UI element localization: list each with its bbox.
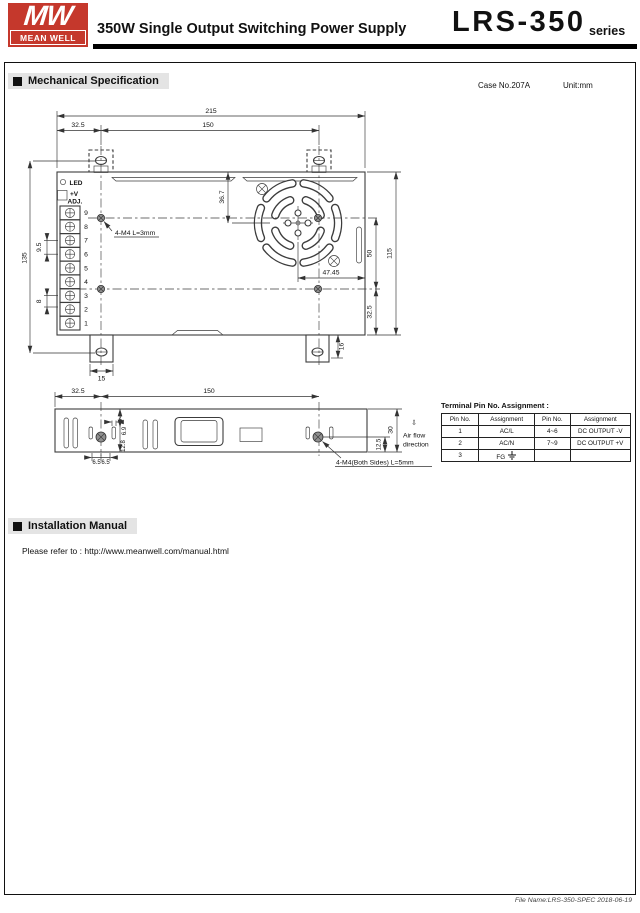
pin-number: 8: [84, 224, 88, 231]
pin-assignment: DC OUTPUT +V: [570, 438, 630, 450]
dim-tab-pitch: 150: [202, 122, 214, 129]
pin-number: 3: [84, 292, 88, 300]
dim-hole-bottom: 32.5: [366, 305, 374, 319]
side-screw-left: [96, 432, 106, 442]
dim-side-height: 30: [387, 426, 395, 434]
product-name: LRS-350: [452, 6, 586, 38]
dim-term-pitch-b: 8: [36, 299, 43, 304]
page-title: 350W Single Output Switching Power Supply: [97, 21, 407, 37]
pin-number: 4: [84, 279, 88, 287]
meanwell-logo: [8, 0, 88, 47]
pin-table-header: Pin No.: [442, 414, 479, 426]
dim-tab-height: 16: [338, 342, 346, 351]
dim-height: 135: [21, 252, 29, 264]
pin-assignment: AC/L: [479, 426, 535, 438]
dim-fan-top: 36.7: [219, 190, 226, 204]
section-title: Installation Manual: [28, 520, 128, 532]
fg-label: FG: [496, 453, 506, 461]
case-number: Case No.207A: [478, 81, 531, 90]
pin-table-header: Assignment: [570, 414, 630, 426]
pin-assignment: DC OUTPUT -V: [570, 426, 630, 438]
product-series: series: [589, 24, 626, 38]
pin-table-header-row: [442, 414, 631, 426]
pin-table-title: Terminal Pin No. Assignment :: [441, 401, 549, 410]
logo-brand-name: MEAN WELL: [20, 32, 76, 43]
table-row: [442, 438, 631, 450]
section-title: Mechanical Specification: [28, 75, 159, 87]
table-row: [442, 450, 631, 462]
dim-foot-a: 6.5: [92, 460, 101, 466]
dim-term-pitch-a: 9.5: [36, 242, 43, 253]
pin-table-header: Pin No.: [535, 414, 570, 426]
screw-callout-side: 4-M4(Both Sides) L=5mm: [336, 459, 414, 467]
file-info: File Name:LRS-350-SPEC 2018-06-19: [514, 897, 632, 904]
airflow-label-2: direction: [403, 441, 429, 449]
pin-no: 1: [442, 426, 479, 438]
dim-body-height: 115: [386, 248, 394, 259]
airflow-note: [403, 419, 429, 449]
dim-slot-width: 2: [118, 415, 122, 422]
dim-slot-b: 12.8: [121, 440, 127, 452]
pin-no: 7~9: [535, 438, 570, 450]
pin-assignment: [570, 450, 630, 462]
dim-side-tab-pitch: 150: [203, 388, 215, 395]
pin-table: [441, 413, 631, 462]
pin-assignment: [441, 401, 631, 462]
airflow-arrow-icon: ⇩: [411, 420, 417, 427]
pin-number: 6: [84, 251, 88, 259]
pin-number: 7: [84, 237, 88, 245]
dim-tab-width: 15: [97, 375, 106, 383]
dim-foot-b: 6.5: [101, 460, 110, 466]
earth-ground-icon: [507, 451, 517, 460]
pin-no: 3: [442, 450, 479, 462]
dim-hole-up: 12.5: [376, 438, 383, 451]
section-heading-installation: [8, 518, 137, 534]
pin-no: [535, 450, 570, 462]
pin-table-header: Assignment: [479, 414, 535, 426]
vadj-label-2: ADJ.: [67, 198, 83, 206]
dim-fan-right: 47.45: [322, 269, 340, 277]
dim-side-tab-offset: 32.5: [71, 388, 85, 395]
pin-number: 1: [84, 320, 88, 328]
installation-note: Please refer to : http://www.meanwell.com/manual.html: [22, 546, 229, 556]
screw-callout-top: 4-M4 L=3mm: [115, 230, 156, 237]
side-view: [55, 388, 432, 467]
airflow-label-1: Air flow: [403, 432, 426, 440]
dim-slot-a: 6.9: [122, 426, 128, 436]
pin-number: 9: [84, 210, 88, 218]
section-bullet-icon: [13, 522, 22, 531]
pin-assignment-fg: [479, 450, 535, 462]
section-heading-mechanical: [8, 73, 169, 89]
section-bullet-icon: [13, 77, 22, 86]
dim-hole-span: 50: [366, 249, 374, 258]
top-view: [22, 108, 402, 383]
dim-width: 215: [205, 108, 217, 115]
pin-no: 2: [442, 438, 479, 450]
unit-label: Unit:mm: [563, 81, 593, 90]
dim-tab-offset: 32.5: [71, 122, 85, 129]
pin-no: 4~6: [535, 426, 570, 438]
led-label: LED: [69, 180, 83, 187]
side-screw-right: [313, 432, 323, 442]
header-rule: [93, 44, 637, 49]
table-row: [442, 426, 631, 438]
pin-number: 5: [84, 265, 88, 273]
logo-band: [10, 30, 86, 45]
pin-assignment: AC/N: [479, 438, 535, 450]
logo-mw-text: MW: [22, 0, 74, 31]
pin-number: 2: [84, 306, 88, 314]
vadj-label-1: +V: [70, 191, 79, 198]
